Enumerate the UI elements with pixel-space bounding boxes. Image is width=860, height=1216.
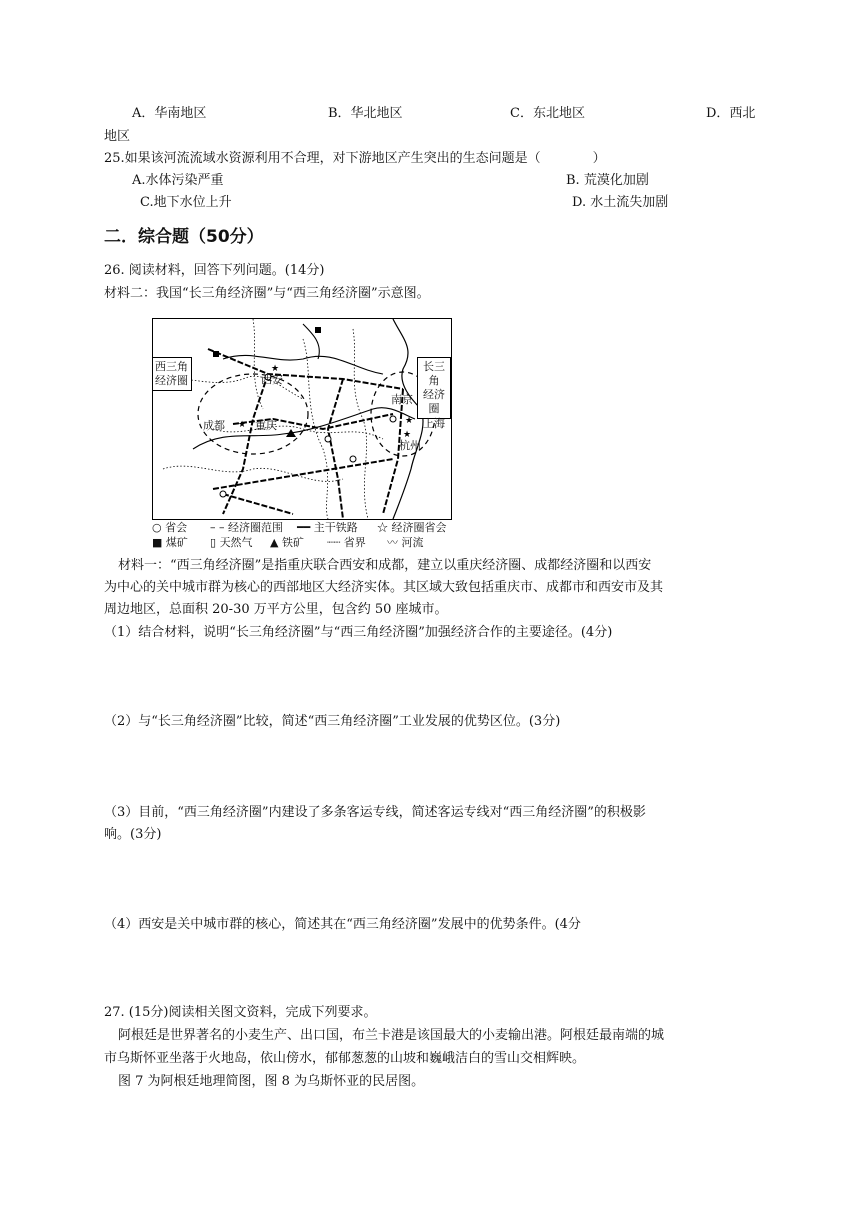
coal-icon [315,327,321,333]
svg-text:★: ★ [271,364,280,374]
q26-sub3-line2: 响。(3分) [104,827,162,842]
svg-text:★: ★ [238,420,247,430]
q24-option-d: D．西北 [706,106,756,121]
coal-icon [213,351,219,357]
city-hangzhou: 杭州 [399,439,421,452]
svg-text:★: ★ [403,430,412,440]
q25-option-a: A.水体污染严重 [132,173,224,188]
svg-text:★: ★ [405,416,414,426]
q27-stem: 27. (15分)阅读相关图文资料，完成下列要求。 [104,1005,377,1020]
economic-circle-map [152,318,452,520]
west-circle-label: 西三角 经济圈 [152,357,192,391]
section-title: 二．综合题（50分） [104,227,264,247]
q26-material1-line2: 为中心的关中城市群为核心的西部地区大经济实体。其区域大致包括重庆市、成都市和西安市及其 [104,580,664,595]
q26-sub4: （4）西安是关中城市群的核心，简述其在“西三角经济圈”发展中的优势条件。(4分 [104,917,581,932]
q25-option-b: B. 荒漠化加剧 [566,173,649,188]
q26-stem: 26. 阅读材料，回答下列问题。(14分) [104,263,325,278]
q24-option-c: C．东北地区 [510,106,585,121]
q26-sub1: （1）结合材料，说明“长三角经济圈”与“西三角经济圈”加强经济合作的主要途径。(4分) [104,625,613,640]
q24-option-d-cont: 地区 [104,129,131,144]
east-circle-label: 长三角 经济圈 [417,357,451,419]
q27-para1-line1: 阿根廷是世界著名的小麦生产、出口国，布兰卡港是该国最大的小麦输出港。阿根廷最南端的城 [118,1028,665,1043]
city-chongqing: 重庆 [255,419,277,432]
q27-para1-line2: 市乌斯怀亚坐落于火地岛，依山傍水，郁郁葱葱的山坡和巍峨洁白的雪山交相辉映。 [104,1051,586,1066]
map-graphic [153,319,451,519]
q25-option-c: C.地下水位上升 [140,195,232,210]
q26-material1-line1: 材料一：“西三角经济圈”是指重庆联合西安和成都，建立以重庆经济圈、成都经济圈和以西安 [118,558,652,573]
q25-option-d: D. 水土流失加剧 [572,195,669,210]
q26-sub2: （2）与“长三角经济圈”比较，简述“西三角经济圈”工业发展的优势区位。(3分) [104,714,561,729]
q24-option-a: A．华南地区 [132,106,207,121]
q27-para2: 图 7 为阿根廷地理简图，图 8 为乌斯怀亚的民居图。 [118,1074,425,1089]
q26-material1-line3: 周边地区，总面积 20-30 万平方公里，包含约 50 座城市。 [104,602,448,617]
city-xian: 西安 [261,373,283,386]
q26-sub3-line1: （3）目前，“西三角经济圈”内建设了多条客运专线，简述客运专线对“西三角经济圈”的积极影 [104,805,646,820]
city-shanghai: 上海 [423,417,445,430]
q25-stem: 25.如果该河流流域水资源利用不合理，对下游地区产生突出的生态问题是（ ） [104,151,606,166]
city-chengdu: 成都 [203,419,225,432]
city-nanjing: 南京 [391,393,413,406]
q26-material2: 材料二：我国“长三角经济圈”与“西三角经济圈”示意图。 [104,286,430,301]
q24-option-b: B．华北地区 [328,106,403,121]
